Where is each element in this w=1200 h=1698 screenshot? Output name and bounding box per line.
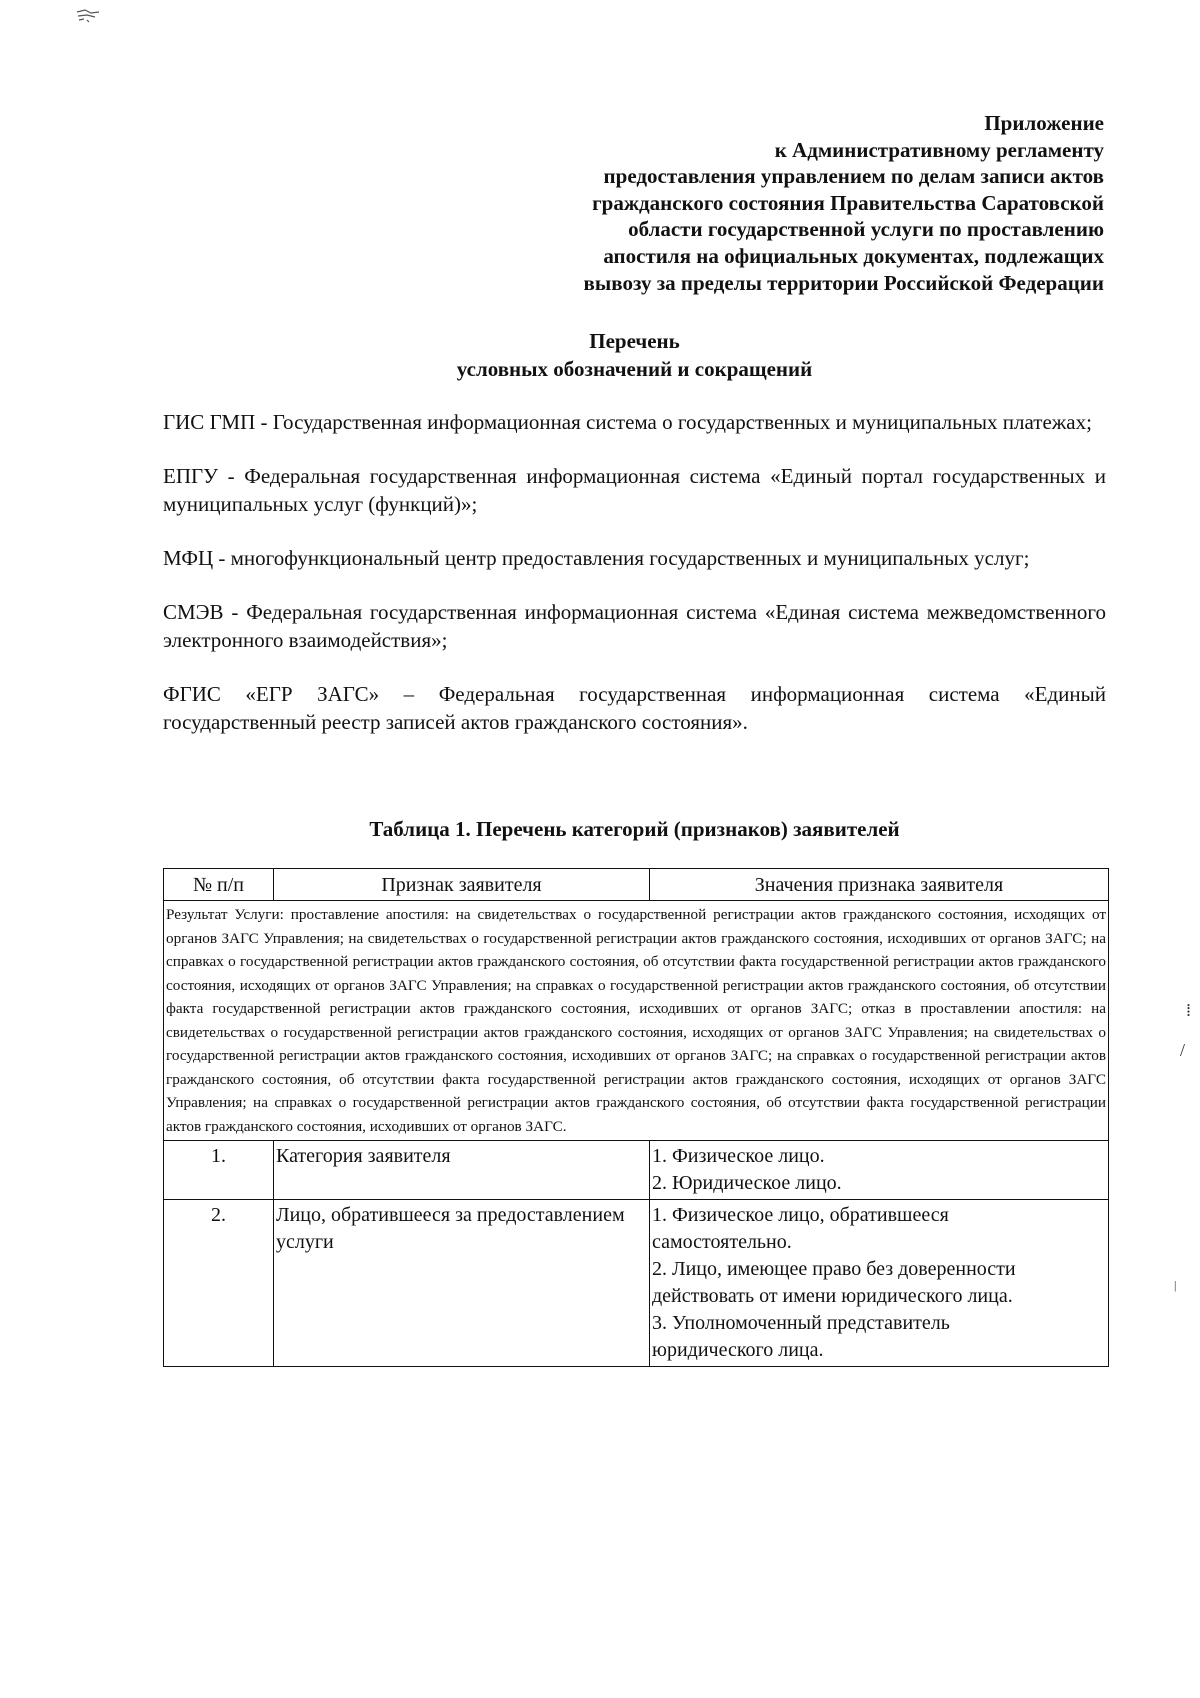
row-values [650, 1141, 1109, 1200]
row-value: юридического лица. [652, 1339, 824, 1361]
table-title: Таблица 1. Перечень категорий (признаков) заявителей [369, 817, 900, 841]
service-result-text: Результат Услуги: проставление апостиля: на свидетельствах о государственной регистрации актов гражданского состояния, исходящих от органов ЗАГС Управления; на свидетельствах о государственной регистрации актов гражданского состояния, исходивших от органов ЗАГС; на справках о государственной регистрации актов гражданского состояния, об отсутствии факта государственной регистрации актов гражданского состояния, исходящих от органов ЗАГС Управления; на справках о государственной регистрации актов гражданского состояния, об отсутствии факта государственной регистрации актов гражданского состояния, исходивших от органов ЗАГС; отказ в проставлении апостиля: на свидетельствах о государственной регистрации актов гражданского состояния, исходящих от органов ЗАГС Управления; на свидетельствах о государственной регистрации актов гражданского состояния, исходивших от органов ЗАГС; на справках о государственной регистрации актов гражданского состояния, об отсутствии факта государственной регистрации актов гражданского состояния, исходящих от органов ЗАГС Управления; на справках о государственной регистрации актов гражданского состояния, об отсутствии факта государственной регистрации актов гражданского состояния, исходивших от органов ЗАГС. [164, 901, 1109, 1141]
margin-mark: / [1180, 1040, 1186, 1060]
definition-fgis-egr-zags: ФГИС «ЕГР ЗАГС» – Федеральная государственная информационная система «Единый государственный реестр записей актов гражданского состояния». [163, 682, 1106, 734]
appendix-line: апостиля на официальных документах, подлежащих [603, 243, 1104, 268]
table-header-row [164, 869, 1109, 901]
service-result-row [164, 901, 1109, 1141]
abbreviations-title [163, 327, 1106, 383]
appendix-line: предоставления управлением по делам записи актов [603, 164, 1104, 189]
definition-mfc: МФЦ - многофункциональный центр предоставления государственных и муниципальных услуг; [163, 546, 1030, 570]
appendix-line: к Административному регламенту [774, 137, 1104, 162]
appendix-line: области государственной услуги по проставлению [628, 217, 1104, 242]
appendix-line: гражданского состояния Правительства Саратовской [592, 190, 1104, 215]
row-value: 2. Лицо, имеющее право без доверенности [652, 1258, 1016, 1280]
margin-mark: | [1174, 1278, 1177, 1292]
definition-smev: СМЭВ - Федеральная государственная информационная система «Единая система межведомственного электронного взаимодействия»; [163, 600, 1106, 652]
row-value: действовать от имени юридического лица. [652, 1285, 1013, 1307]
table-row [164, 1141, 1109, 1200]
row-value: 1. Физическое лицо, обратившееся [652, 1204, 949, 1226]
row-value: 1. Физическое лицо. [652, 1145, 825, 1167]
margin-mark: ⁞ [1186, 1000, 1192, 1020]
scanner-mark-icon [75, 8, 101, 24]
abbreviations-title-line2: условных обозначений и сокращений [456, 357, 813, 381]
header-number: № п/п [164, 869, 274, 901]
row-value: самостоятельно. [652, 1231, 792, 1253]
row-value: 3. Уполномоченный представитель [652, 1312, 950, 1334]
row-attribute: Категория заявителя [274, 1141, 650, 1200]
abbreviations-title-line1: Перечень [589, 329, 680, 353]
applicant-categories-table [163, 868, 1109, 1367]
row-attribute: Лицо, обратившееся за предоставлением услуги [274, 1200, 650, 1367]
appendix-line: вывозу за пределы территории Российской Федерации [583, 270, 1104, 295]
header-attribute: Признак заявителя [274, 869, 650, 901]
abbreviations-list [163, 408, 1106, 736]
row-value: 2. Юридическое лицо. [652, 1172, 842, 1194]
header-values: Значения признака заявителя [650, 869, 1109, 901]
definition-epgu: ЕПГУ - Федеральная государственная информационная система «Единый портал государственных и муниципальных услуг (функций)»; [163, 464, 1106, 516]
row-number: 2. [164, 1200, 274, 1367]
row-values [650, 1200, 1109, 1367]
appendix-header [470, 110, 1104, 296]
table-row [164, 1200, 1109, 1367]
row-number: 1. [164, 1141, 274, 1200]
definition-gis-gmp: ГИС ГМП - Государственная информационная система о государственных и муниципальных платежах; [163, 410, 1092, 434]
appendix-line: Приложение [984, 111, 1104, 135]
